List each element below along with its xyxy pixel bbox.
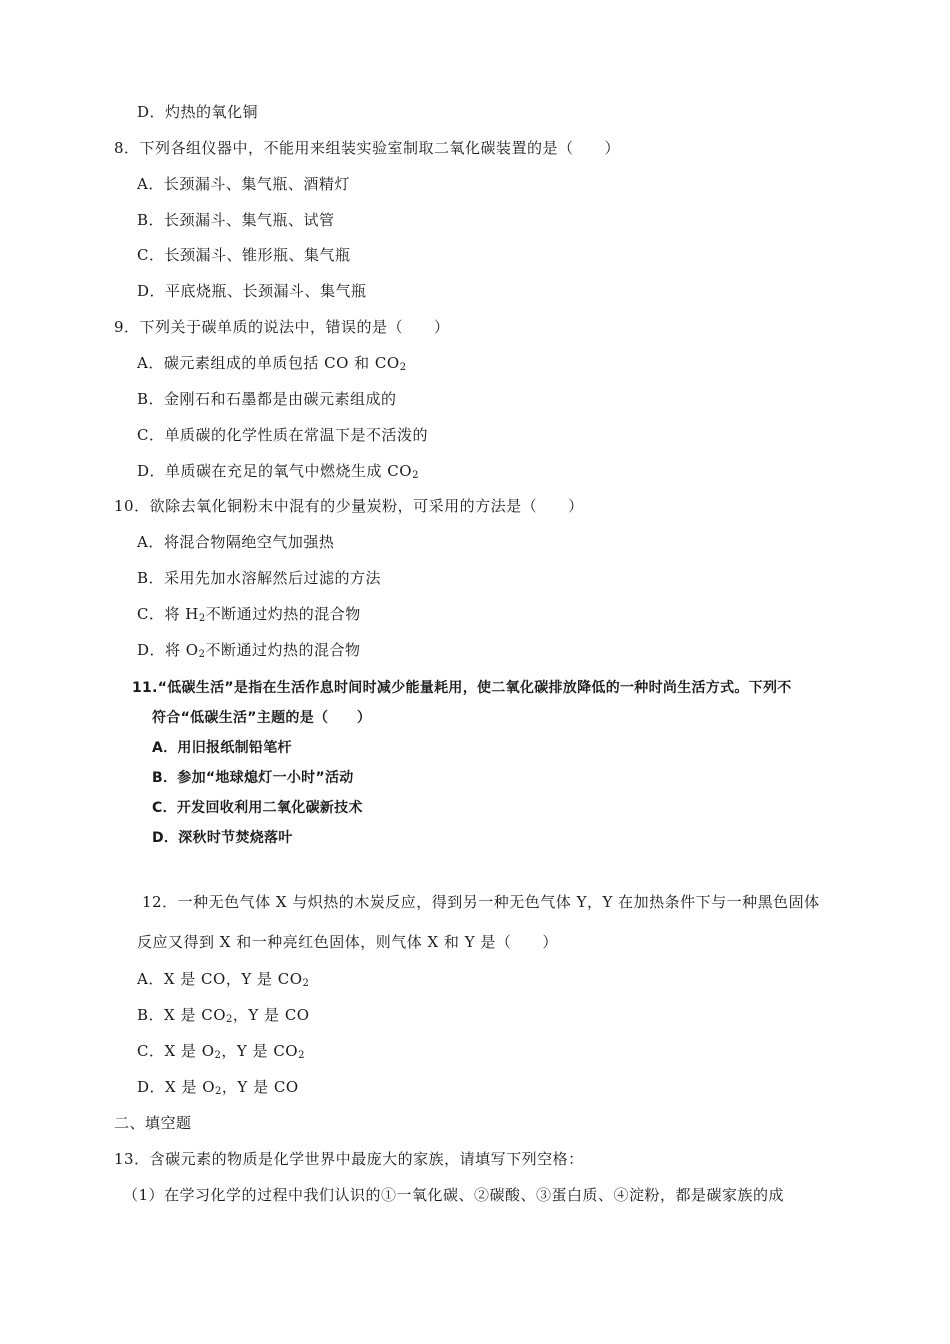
q9-option-d: D．单质碳在充足的氧气中燃烧生成 $CO_2$ — [137, 462, 419, 481]
q12-stem-line2: 反应又得到 X 和一种亮红色固体，则气体 X 和 Y 是（ ） — [137, 933, 558, 951]
q13-stem: 13．含碳元素的物质是化学世界中最庞大的家族，请填写下列空格： — [114, 1150, 584, 1168]
q8-option-a: A．长颈漏斗、集气瓶、酒精灯 — [137, 175, 350, 193]
q11-option-d: D．深秋时节焚烧落叶 — [152, 830, 293, 846]
q12-option-d: D．X 是 $O_2$，Y 是 CO — [137, 1078, 299, 1097]
q11-stem-line2: 符合“低碳生活”主题的是（ ） — [152, 710, 372, 726]
q10-option-d: D．将 $O_2$不断通过灼热的混合物 — [137, 641, 361, 660]
q8-option-c: C．长颈漏斗、锥形瓶、集气瓶 — [137, 246, 351, 264]
q12-option-c: C．X 是 $O_2$，Y 是 $CO_2$ — [137, 1042, 305, 1061]
q8-option-b: B．长颈漏斗、集气瓶、试管 — [137, 211, 335, 229]
q9-option-c: C．单质碳的化学性质在常温下是不活泼的 — [137, 426, 428, 444]
q9-option-b: B．金刚石和石墨都是由碳元素组成的 — [137, 390, 397, 408]
q10-stem: 10．欲除去氧化铜粉末中混有的少量炭粉，可采用的方法是（ ） — [114, 497, 584, 515]
q12-option-a: A．X 是 CO，Y 是 $CO_2$ — [137, 970, 310, 989]
q12-option-b: B．X 是 $CO_2$，Y 是 CO — [137, 1006, 310, 1025]
q8-stem: 8．下列各组仪器中，不能用来组装实验室制取二氧化碳装置的是（ ） — [114, 139, 621, 157]
q11-stem-line1: 11.“低碳生活”是指在生活作息时间时减少能量耗用，使二氧化碳排放降低的一种时尚生活方式。下列不 — [132, 680, 792, 696]
q9-option-a: A．碳元素组成的单质包括 CO 和 $CO_2$ — [137, 354, 407, 373]
q9-stem: 9．下列关于碳单质的说法中，错误的是（ ） — [114, 318, 450, 336]
q11-option-a: A．用旧报纸制铅笔杆 — [152, 740, 292, 756]
q12-stem-line1: 12．一种无色气体 X 与炽热的木炭反应，得到另一种无色气体 Y，Y 在加热条件下与一种黑色固体 — [142, 893, 820, 911]
section2-heading: 二、填空题 — [114, 1114, 192, 1132]
q8-option-d: D．平底烧瓶、长颈漏斗、集气瓶 — [137, 282, 367, 300]
q13-sub1: （1）在学习化学的过程中我们认识的①一氧化碳、②碳酸、③蛋白质、④淀粉，都是碳家族的成 — [123, 1186, 785, 1204]
q10-option-c: C．将 $H_2$不断通过灼热的混合物 — [137, 605, 361, 624]
q10-option-a: A．将混合物隔绝空气加强热 — [137, 533, 335, 551]
q11-option-c: C．开发回收利用二氧化碳新技术 — [152, 800, 363, 816]
q10-option-b: B．采用先加水溶解然后过滤的方法 — [137, 569, 382, 587]
q11-option-b: B．参加“地球熄灯一小时”活动 — [152, 770, 354, 786]
q7-option-d: D．灼热的氧化铜 — [137, 103, 259, 121]
